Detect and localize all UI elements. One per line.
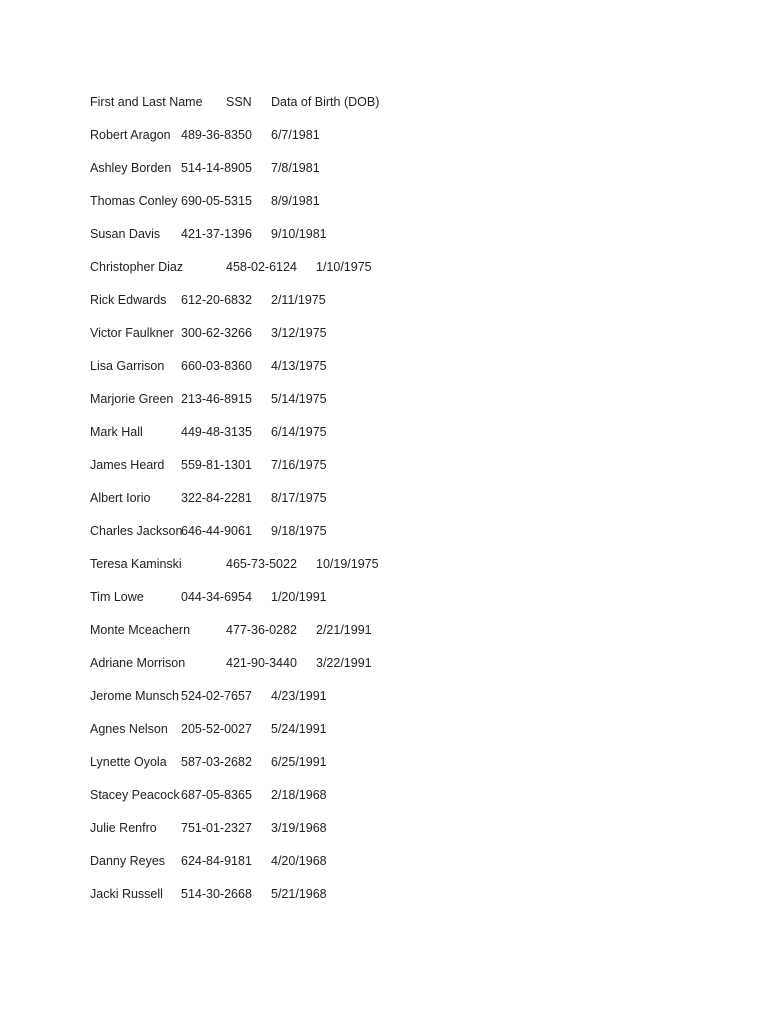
record-ssn: 421-37-1396 [181,227,252,241]
record-ssn: 044-34-6954 [181,590,252,604]
record-dob: 8/17/1975 [271,491,327,505]
record-line [90,291,650,324]
header-line [90,93,650,126]
record-ssn: 477-36-0282 [226,623,297,637]
record-line [90,588,650,621]
record-ssn: 646-44-9061 [181,524,252,538]
record-name: Agnes Nelson [90,722,168,736]
record-dob: 7/16/1975 [271,458,327,472]
record-dob: 9/10/1981 [271,227,327,241]
record-dob: 5/14/1975 [271,392,327,406]
record-line [90,126,650,159]
record-dob: 6/7/1981 [271,128,320,142]
record-dob: 4/13/1975 [271,359,327,373]
record-name: Victor Faulkner [90,326,174,340]
record-ssn: 205-52-0027 [181,722,252,736]
record-name: James Heard [90,458,165,472]
record-ssn: 322-84-2281 [181,491,252,505]
record-ssn: 458-02-6124 [226,260,297,274]
record-line [90,885,650,918]
record-ssn: 514-30-2668 [181,887,252,901]
record-line [90,687,650,720]
record-line [90,324,650,357]
record-name: Rick Edwards [90,293,167,307]
record-name: Adriane Morrison [90,656,186,670]
record-ssn: 421-90-3440 [226,656,297,670]
record-ssn: 612-20-6832 [181,293,252,307]
record-line [90,357,650,390]
record-name: Mark Hall [90,425,143,439]
record-name: Christopher Diaz [90,260,184,274]
record-ssn: 514-14-8905 [181,161,252,175]
record-name: Robert Aragon [90,128,171,142]
record-dob: 6/25/1991 [271,755,327,769]
record-line [90,720,650,753]
record-ssn: 465-73-5022 [226,557,297,571]
record-dob: 7/8/1981 [271,161,320,175]
record-line [90,852,650,885]
record-name: Tim Lowe [90,590,144,604]
record-name: Jacki Russell [90,887,163,901]
record-ssn: 449-48-3135 [181,425,252,439]
record-line [90,159,650,192]
record-name: Monte Mceachern [90,623,191,637]
record-name: Danny Reyes [90,854,166,868]
record-name: Jerome Munsch [90,689,179,703]
record-dob: 8/9/1981 [271,194,320,208]
record-dob: 1/10/1975 [316,260,372,274]
record-line [90,489,650,522]
record-dob: 4/23/1991 [271,689,327,703]
record-ssn: 690-05-5315 [181,194,252,208]
record-dob: 3/22/1991 [316,656,372,670]
record-dob: 2/21/1991 [316,623,372,637]
record-dob: 4/20/1968 [271,854,327,868]
record-name: Stacey Peacock [90,788,180,802]
record-name: Albert Iorio [90,491,151,505]
record-name: Lisa Garrison [90,359,165,373]
record-line [90,786,650,819]
record-ssn: 559-81-1301 [181,458,252,472]
record-name: Teresa Kaminski [90,557,182,571]
record-dob: 3/19/1968 [271,821,327,835]
record-line [90,423,650,456]
record-dob: 1/20/1991 [271,590,327,604]
record-ssn: 751-01-2327 [181,821,252,835]
record-dob: 9/18/1975 [271,524,327,538]
header-dob: Data of Birth (DOB) [271,95,380,109]
record-ssn: 524-02-7657 [181,689,252,703]
record-dob: 6/14/1975 [271,425,327,439]
record-line [90,456,650,489]
record-name: Marjorie Green [90,392,174,406]
record-name: Charles Jackson [90,524,183,538]
record-ssn: 660-03-8360 [181,359,252,373]
record-line [90,192,650,225]
record-name: Ashley Borden [90,161,172,175]
header-ssn: SSN [226,95,252,109]
record-line [90,654,650,687]
record-ssn: 213-46-8915 [181,392,252,406]
record-list [90,93,650,918]
record-dob: 3/12/1975 [271,326,327,340]
record-dob: 5/24/1991 [271,722,327,736]
record-line [90,753,650,786]
record-ssn: 300-62-3266 [181,326,252,340]
record-dob: 2/11/1975 [271,293,326,307]
record-line [90,819,650,852]
record-dob: 2/18/1968 [271,788,327,802]
record-ssn: 587-03-2682 [181,755,252,769]
record-name: Susan Davis [90,227,161,241]
record-ssn: 687-05-8365 [181,788,252,802]
record-line [90,522,650,555]
record-line [90,390,650,423]
record-name: Lynette Oyola [90,755,167,769]
record-dob: 10/19/1975 [316,557,379,571]
header-name: First and Last Name [90,95,203,109]
record-line [90,225,650,258]
record-line [90,258,650,291]
record-ssn: 624-84-9181 [181,854,252,868]
record-name: Thomas Conley [90,194,178,208]
record-dob: 5/21/1968 [271,887,327,901]
record-line [90,621,650,654]
record-ssn: 489-36-8350 [181,128,252,142]
record-line [90,555,650,588]
record-name: Julie Renfro [90,821,157,835]
